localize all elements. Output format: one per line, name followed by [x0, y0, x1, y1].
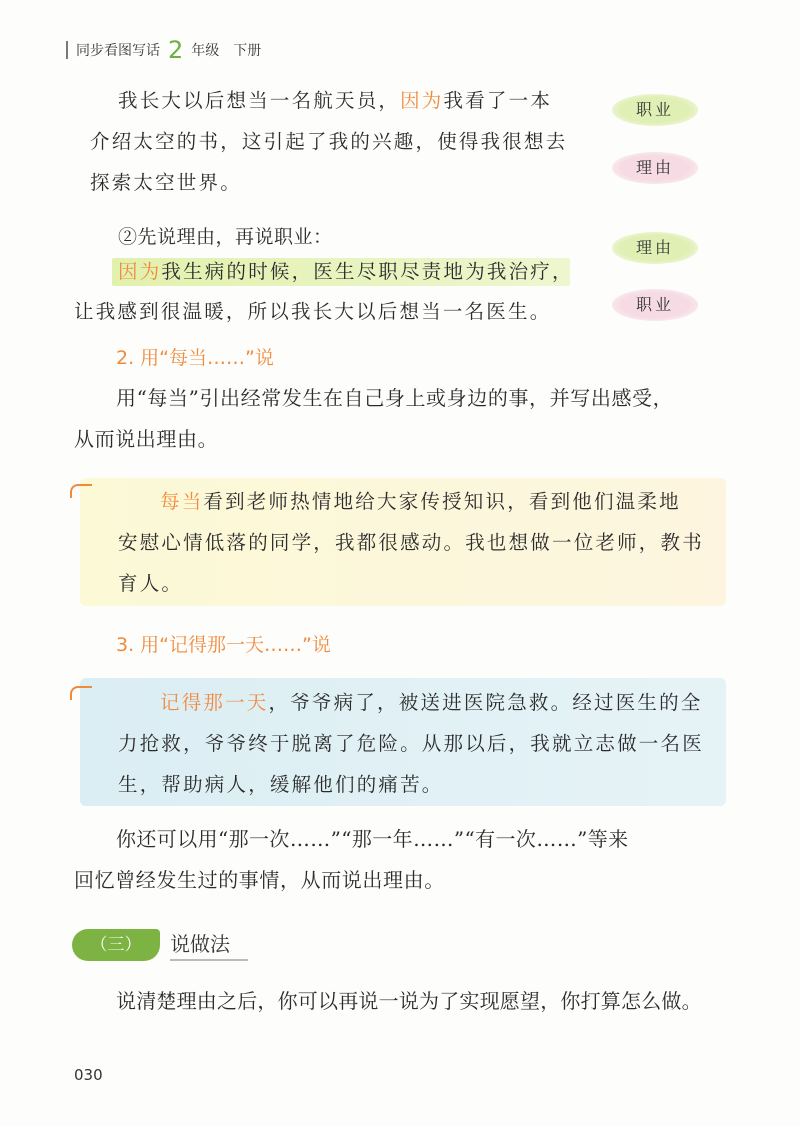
- tag-occupation: 职业: [612, 94, 698, 126]
- box1-line3: 育人。: [118, 572, 184, 595]
- method2-heading: 2. 用“每当……”说: [116, 347, 274, 369]
- method3-heading: 3. 用“记得那一天……”说: [116, 634, 331, 656]
- box2-line3: 生，帮助病人，缓解他们的痛苦。: [118, 773, 444, 796]
- section3-heading: [72, 928, 248, 962]
- header-divider: [66, 41, 68, 59]
- extra-line1: 你还可以用“那一次……”“那一年……”“有一次……”等来: [116, 827, 629, 851]
- corner-bracket-icon: [70, 484, 92, 498]
- tag-reason: 理由: [612, 152, 698, 184]
- keyword-because: 因为: [400, 89, 444, 112]
- example2-line2: 让我感到很温暖，所以我长大以后想当一名医生。: [74, 300, 552, 323]
- keyword-because: 因为: [118, 260, 162, 283]
- section3-text: 说清楚理由之后，你可以再说一说为了实现愿望，你打算怎么做。: [116, 989, 702, 1013]
- extra-line2: 回忆曾经发生过的事情，从而说出理由。: [74, 868, 445, 892]
- running-header: [66, 38, 261, 62]
- example1-line3: 探索太空世界。: [90, 171, 242, 194]
- box1-text: 看到老师热情地给大家传授知识，看到他们温柔地: [203, 490, 681, 513]
- box2-line1: [160, 684, 703, 722]
- example2-text: 我生病的时候，医生尽职尽责地为我治疗，: [161, 260, 574, 283]
- example2-line1: [118, 253, 574, 291]
- volume-label: 下册: [233, 43, 262, 59]
- example1-line1: [118, 82, 552, 120]
- example1-line2: 介绍太空的书，这引起了我的兴趣，使得我很想去: [90, 130, 568, 153]
- grade-label: 年级: [191, 43, 220, 59]
- example1-text: 我长大以后想当一名航天员，: [118, 89, 401, 112]
- page-number: 030: [74, 1066, 103, 1084]
- box1-line1: [160, 483, 681, 521]
- box1-line2: 安慰心情低落的同学，我都很感动。我也想做一位老师，教书: [118, 531, 704, 554]
- keyword-remember-that-day: 记得那一天: [160, 691, 269, 714]
- tag-reason: 理由: [612, 232, 698, 264]
- box2-line2: 力抢救，爷爷终于脱离了危险。从那以后，我就立志做一名医: [118, 732, 704, 755]
- example1-text: 我看了一本: [443, 89, 553, 112]
- tag-occupation: 职业: [612, 289, 698, 321]
- section-title: 说做法: [170, 929, 248, 961]
- section-number-badge: （三）: [72, 929, 160, 961]
- example2-intro: ②先说理由，再说职业：: [118, 226, 333, 248]
- method2-desc-line2: 从而说出理由。: [74, 427, 219, 451]
- grade-number: 2: [168, 36, 184, 64]
- corner-bracket-icon: [70, 686, 92, 700]
- series-title: 同步看图写话: [76, 43, 160, 59]
- method2-desc-line1: 用“每当”引出经常发生在自己身上或身边的事，并写出感受，: [116, 386, 674, 410]
- keyword-whenever: 每当: [160, 490, 204, 513]
- box2-text: ，爷爷病了，被送进医院急救。经过医生的全: [268, 691, 703, 714]
